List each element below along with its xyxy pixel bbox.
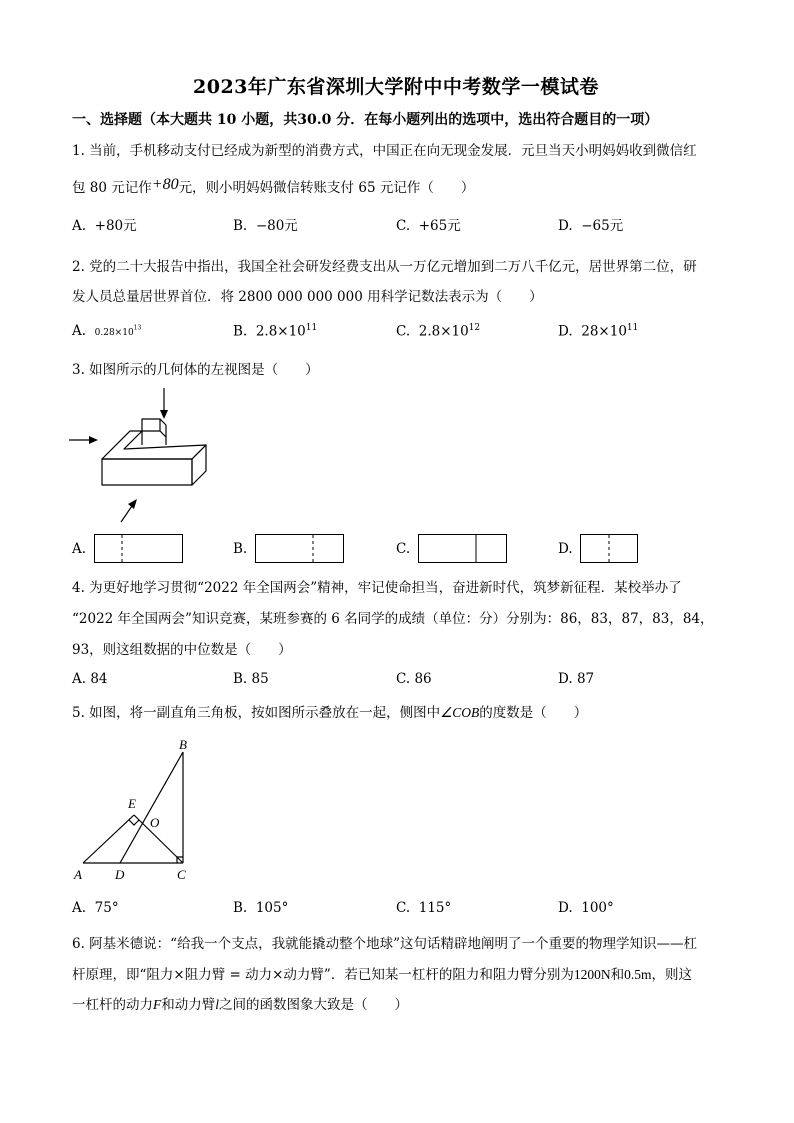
q6-tail: ，则这	[651, 967, 692, 983]
q3-option-b[interactable]	[233, 541, 247, 557]
option-letter: D.	[558, 541, 573, 557]
option-letter: B.	[233, 323, 248, 340]
view-outline	[419, 535, 507, 563]
q4-line1: 4. 为更好地学习贯彻“2022 年全国两会”精神，牢记使命担当，奋进新时代，筑梦新征程．某校举办了	[72, 580, 682, 596]
q1-option-c[interactable]	[396, 214, 461, 234]
q6-text: 和动力臂	[161, 997, 216, 1013]
q2-option-b[interactable]	[233, 323, 317, 340]
q1-line2	[72, 178, 474, 198]
q1-option-d[interactable]	[558, 214, 623, 234]
option-letter: D.	[558, 218, 573, 234]
q3-option-d[interactable]	[558, 541, 573, 557]
arrow-head	[160, 410, 168, 419]
option-exponent: 11	[626, 323, 639, 333]
label-d: D	[115, 867, 125, 882]
right-angle-mark	[129, 820, 139, 825]
q3-solid-figure	[66, 385, 226, 530]
option-text: 75°	[94, 900, 119, 916]
q2-option-d[interactable]	[558, 323, 638, 340]
q5-line1	[72, 703, 587, 723]
option-text: +80元	[94, 218, 137, 234]
option-exponent: 13	[133, 324, 142, 332]
q6-and: 和	[610, 967, 625, 983]
q4-option-c[interactable]	[396, 671, 432, 687]
q2-option-a[interactable]	[72, 323, 141, 339]
q5-option-b[interactable]	[233, 900, 288, 916]
q1-line2-text: 包 80 元记作	[72, 180, 152, 196]
q2-line2: 发人员总量居世界首位．将 2800 000 000 000 用科学记数法表示为（ ）	[72, 289, 543, 305]
q5-option-d[interactable]	[558, 900, 614, 916]
option-base: 2.8×10	[418, 323, 469, 340]
option-letter: A.	[72, 900, 87, 916]
upright-face	[142, 419, 160, 431]
option-letter: D.	[558, 671, 573, 687]
q2-option-c[interactable]	[396, 323, 480, 340]
label-b: B	[179, 737, 187, 752]
option-letter: B.	[233, 218, 248, 234]
edge	[160, 431, 166, 437]
front-face	[102, 459, 192, 485]
label-c: C	[177, 867, 186, 882]
option-text: 84	[90, 671, 108, 687]
option-text: 86	[414, 671, 432, 687]
q6-line2	[72, 965, 692, 985]
arrow-head	[89, 436, 98, 444]
option-letter: D.	[558, 323, 573, 340]
option-text: 85	[251, 671, 269, 687]
label-a: A	[74, 867, 82, 882]
option-letter: A.	[72, 218, 87, 234]
q3-option-c-view	[418, 534, 508, 564]
view-outline	[256, 535, 344, 563]
q3-option-c[interactable]	[396, 541, 410, 557]
q3-option-a[interactable]	[72, 541, 86, 557]
option-letter: B.	[233, 671, 248, 687]
option-letter: C.	[396, 541, 411, 557]
q6-text: 杆原理，即“阻力×阻力臂 = 动力×动力臂”．若已知某一杠杆的阻力和阻力臂分别为	[72, 967, 574, 983]
option-text: 87	[576, 671, 595, 687]
option-letter: A.	[72, 541, 87, 557]
option-base: 2.8×10	[255, 323, 306, 340]
q1-option-a[interactable]	[72, 214, 137, 234]
q5-option-a[interactable]	[72, 900, 119, 916]
option-letter: A.	[72, 671, 87, 687]
q4-option-d[interactable]	[558, 671, 594, 687]
option-letter: C.	[396, 671, 411, 687]
option-letter: B.	[233, 900, 248, 916]
q4-line2: “2022 年全国两会”知识竞赛，某班参赛的 6 名同学的成绩（单位：分）分别为：86，83，87，83，84，	[72, 611, 714, 627]
q5-option-c[interactable]	[396, 900, 451, 916]
q4-line3: 93，则这组数据的中位数是（ ）	[72, 642, 292, 658]
option-text: −65元	[581, 218, 624, 234]
q4-option-a[interactable]	[72, 671, 108, 687]
top-face	[102, 431, 206, 459]
q6-line1: 6. 阿基米德说：“给我一个支点，我就能撬动整个地球”这句话精辟地阐明了一个重要的物理学知识——杠	[72, 936, 697, 952]
q3-option-a-view	[94, 534, 184, 564]
q6-var-l: l	[215, 997, 220, 1012]
q5-tail: 的度数是（ ）	[479, 705, 588, 721]
q4-option-b[interactable]	[233, 671, 269, 687]
q3-option-b-view	[255, 534, 345, 564]
q6-text: 一杠杆的动力	[72, 997, 153, 1013]
q6-arm: 0.5m	[624, 967, 652, 982]
right-face	[192, 445, 206, 485]
label-o: O	[150, 815, 160, 830]
page-title: 2023年广东省深圳大学附中中考数学一模试卷	[193, 76, 599, 98]
q6-tail: 之间的函数图象大致是（ ）	[219, 997, 409, 1013]
q5-text: 5. 如图，将一副直角三角板，按如图所示叠放在一起，侧图中	[72, 705, 441, 721]
segment-ae	[83, 815, 134, 863]
option-text: 100°	[581, 900, 614, 916]
option-letter: C.	[396, 900, 411, 916]
option-exponent: 12	[468, 323, 481, 333]
q6-force: 1200N	[573, 967, 611, 982]
option-letter: B.	[233, 541, 248, 557]
option-text: 105°	[255, 900, 289, 916]
option-letter: C.	[396, 218, 411, 234]
q6-line3	[72, 995, 408, 1015]
q3-option-d-view	[580, 534, 640, 564]
option-letter: A.	[72, 323, 87, 339]
label-e: E	[128, 796, 136, 811]
q1-expr: +80	[151, 176, 179, 193]
option-exponent: 11	[305, 323, 318, 333]
option-letter: C.	[396, 323, 411, 340]
q2-line1: 2. 党的二十大报告中指出，我国全社会研发经费支出从一万亿元增加到二万八千亿元，居世界第二位，研	[72, 259, 697, 275]
q5-triangle-figure	[70, 735, 205, 885]
q3-line1: 3. 如图所示的几何体的左视图是（ ）	[72, 362, 319, 378]
option-text: −80元	[255, 218, 298, 234]
option-text: 115°	[418, 900, 452, 916]
q5-angle: ∠COB	[440, 705, 480, 720]
edge	[160, 419, 166, 425]
q1-line1: 1. 当前，手机移动支付已经成为新型的消费方式，中国正在向无现金发展．元旦当天小明妈妈收到微信红	[72, 143, 697, 159]
arrow-head	[128, 499, 137, 509]
section-heading: 一、选择题（本大题共 10 小题，共30.0 分．在每小题列出的选项中，选出符合题目的一项）	[72, 112, 659, 128]
q6-var-f: F	[153, 997, 162, 1012]
option-base: 28×10	[581, 323, 627, 340]
option-base: 0.28×10	[94, 328, 134, 338]
option-text: +65元	[418, 218, 461, 234]
q1-option-b[interactable]	[233, 214, 298, 234]
view-outline	[95, 535, 183, 563]
q1-line2-tail: 元，则小明妈妈微信转账支付 65 元记作（ ）	[178, 180, 475, 196]
option-letter: D.	[558, 900, 573, 916]
